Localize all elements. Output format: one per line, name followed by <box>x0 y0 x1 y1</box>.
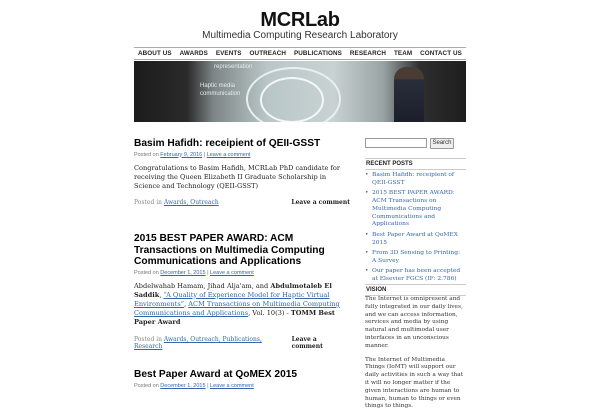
nav-contact-us[interactable]: CONTACT US <box>420 50 462 57</box>
post-footer <box>134 199 350 206</box>
post-meta-prefix: Posted on <box>134 151 161 158</box>
nav-awards[interactable]: AWARDS <box>179 50 208 57</box>
post-comment-link[interactable]: Leave a comment <box>206 151 251 158</box>
post-award: TOMM Best Paper Award <box>134 309 335 327</box>
post-categories[interactable]: Awards, Outreach, Publications, Research <box>134 335 262 350</box>
nav-outreach[interactable]: OUTREACH <box>249 50 287 57</box>
recent-post-item[interactable]: • 2015 BEST PAPER AWARD: ACM Transactions on Multimedia Computing Communications and Applications <box>365 190 466 229</box>
post-body: Congratulations to Basim Hafidh, MCRLab PhD candidate for receiving the Queen Elizabeth II Graduate Scholarship in Science and Technology (QEII-GSST) <box>134 163 341 190</box>
post-meta-separator: | <box>202 151 207 158</box>
paper-title-link[interactable]: “A Quality of Experience Model for Haptic Virtual Environments” <box>134 290 330 308</box>
nav-about-us[interactable]: ABOUT US <box>138 50 172 57</box>
nav-team[interactable]: TEAM <box>393 50 413 57</box>
site-title[interactable]: MCRLab <box>260 9 340 31</box>
site-description: Multimedia Computing Research Laboratory <box>202 30 398 41</box>
header-label-representation: representation <box>214 64 253 70</box>
post-title[interactable]: Basim Hafidh: receipient of QEII-GSST <box>134 138 321 149</box>
post-author-bold: Abdulmotaleb El Saddik <box>134 281 332 299</box>
post-body-separator: , <box>184 299 189 308</box>
post-meta-prefix: Posted on <box>134 382 161 389</box>
leave-comment-link[interactable]: Leave a comment <box>291 335 323 350</box>
post-body <box>134 282 350 328</box>
nav-events[interactable]: EVENTS <box>215 50 242 57</box>
vision-paragraph: The Internet of Multimedia Things (IoMT) will support our daily activities in such a way that it will no longer matter if the given interactions are human to human, human to things or even things to things. <box>365 356 464 410</box>
post-meta-separator: | <box>205 269 211 276</box>
post-meta <box>134 270 350 276</box>
nav-research[interactable]: RESEARCH <box>349 50 387 57</box>
recent-posts-heading: RECENT POSTS <box>365 158 466 170</box>
header-label-communication: communication <box>200 91 241 97</box>
post-meta <box>134 383 350 389</box>
presenter-figure <box>394 67 424 122</box>
recent-posts-list <box>365 172 466 286</box>
posted-in-label: Posted in <box>134 199 164 207</box>
post-1 <box>134 138 350 206</box>
vision-heading: VISION <box>365 284 466 296</box>
post-meta-prefix: Posted on <box>134 269 161 276</box>
journal-link[interactable]: ACM Transactions on Multimedia Computing Communications and Applications <box>134 299 340 318</box>
post-footer <box>134 336 350 350</box>
diagram-inner-ring <box>260 77 324 122</box>
post-authors: Abdelwahab Hamam, Jihad Alja'am, and <box>134 281 271 290</box>
post-categories[interactable]: Awards, Outreach <box>163 199 219 207</box>
post-date-link[interactable]: February 9, 2016 <box>160 151 203 158</box>
nav-publications[interactable]: PUBLICATIONS <box>293 50 342 57</box>
header-image <box>134 61 466 122</box>
post-comment-link[interactable]: Leave a comment <box>210 269 254 276</box>
post-meta-separator: | <box>205 382 211 389</box>
post-2 <box>134 233 350 350</box>
post-title[interactable]: 2015 BEST PAPER AWARD: ACM Transactions on Multimedia Computing Communications and Applications <box>134 233 325 267</box>
recent-post-item[interactable]: • Best Paper Award at QoMEX 2015 <box>365 232 466 248</box>
header-label-haptic-media: Haptic media <box>200 83 236 89</box>
posted-in-label: Posted in <box>134 335 164 343</box>
post-comment-link[interactable]: Leave a comment <box>210 382 254 389</box>
vision-text <box>365 296 466 417</box>
search-input[interactable] <box>365 138 427 148</box>
leave-comment-link[interactable]: Leave a comment <box>291 199 350 207</box>
search-button[interactable]: Search <box>430 138 454 149</box>
vision-paragraph: The Internet is omnipresent and fully integrated in our daily lives, and we can access information, services and media by using natural and multimodal user interfaces in an unconscious manner. <box>365 296 463 349</box>
main-nav <box>134 47 466 60</box>
post-meta <box>134 152 350 158</box>
recent-post-item[interactable]: • Basim Hafidh: receipient of QEII-GSST <box>365 172 466 188</box>
post-volume: , Vol. 10(3) - <box>248 309 291 318</box>
post-title[interactable]: Best Paper Award at QoMEX 2015 <box>134 369 298 380</box>
recent-post-item[interactable]: • Our paper has been accepted at Elsevier FGCS (IF: 2.786) <box>365 268 466 284</box>
post-3 <box>134 369 350 389</box>
recent-post-item[interactable]: • From 3D Sensing to Printing: A Survey <box>365 250 466 266</box>
post-date-link[interactable]: December 1, 2015 <box>160 269 206 276</box>
post-date-link[interactable]: December 1, 2015 <box>160 382 206 389</box>
post-body-comma: , <box>159 290 164 299</box>
